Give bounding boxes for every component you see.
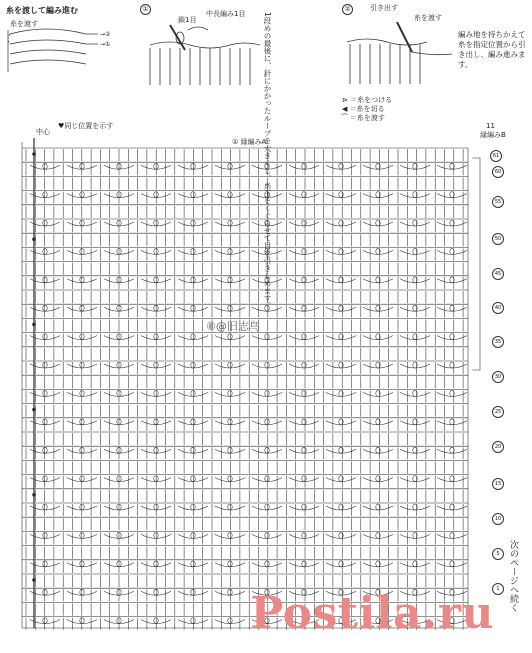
arch-stitch xyxy=(178,307,208,311)
center-label: 中心 xyxy=(36,128,50,136)
arch-stitch xyxy=(215,307,245,311)
bobble-stitch xyxy=(302,305,306,311)
arch-stitch xyxy=(178,506,208,510)
bobble-stitch xyxy=(191,447,195,453)
row-number-badge: 5 xyxy=(492,548,504,560)
bobble-stitch xyxy=(265,447,269,453)
bobble-stitch xyxy=(265,561,269,567)
bobble-stitch xyxy=(265,532,269,538)
arch-stitch xyxy=(400,307,430,311)
bobble-stitch xyxy=(265,334,269,340)
arch-stitch xyxy=(178,449,208,453)
bobble-stitch xyxy=(228,163,232,169)
bobble-stitch xyxy=(43,305,47,311)
bobble-stitch xyxy=(228,476,232,482)
bobble-stitch xyxy=(43,390,47,396)
bobble-stitch xyxy=(43,532,47,538)
bobble-stitch xyxy=(191,192,195,198)
bobble-stitch xyxy=(339,419,343,425)
bobble-stitch xyxy=(191,561,195,567)
step1-chain-label: 中長編み1目 xyxy=(206,10,246,18)
arch-stitch xyxy=(437,478,467,482)
arch-stitch xyxy=(215,222,245,226)
bobble-stitch xyxy=(302,362,306,368)
bobble-stitch xyxy=(43,447,47,453)
edging-a-label: ① 縁編みA xyxy=(232,138,267,146)
continue-note: 次のページへ続く xyxy=(508,540,518,612)
center-dot xyxy=(32,578,36,582)
arch-stitch xyxy=(437,421,467,425)
arch-stitch xyxy=(400,336,430,340)
bobble-stitch xyxy=(191,334,195,340)
row-number-badge: 45 xyxy=(492,268,504,280)
site-watermark: Postila.ru xyxy=(250,588,494,639)
arch-stitch xyxy=(400,506,430,510)
row-number-badge: 30 xyxy=(492,371,504,383)
svg-text:→②: →② xyxy=(100,31,111,38)
bobble-stitch xyxy=(302,561,306,567)
arch-stitch xyxy=(437,563,467,567)
step2-number: ② xyxy=(342,4,353,15)
bobble-stitch xyxy=(339,277,343,283)
arch-stitch xyxy=(215,194,245,198)
arch-stitch xyxy=(215,392,245,396)
arch-stitch xyxy=(252,336,282,340)
arch-stitch xyxy=(400,392,430,396)
arch-stitch xyxy=(437,336,467,340)
arch-stitch xyxy=(400,534,430,538)
bobble-stitch xyxy=(43,192,47,198)
arch-stitch xyxy=(252,506,282,510)
bobble-stitch xyxy=(339,476,343,482)
bobble-stitch xyxy=(43,504,47,510)
bobble-stitch xyxy=(302,390,306,396)
row-number-badge: 35 xyxy=(492,336,504,348)
bobble-stitch xyxy=(265,277,269,283)
center-dot xyxy=(32,152,36,156)
bobble-stitch xyxy=(302,476,306,482)
arch-stitch xyxy=(252,194,282,198)
bobble-stitch xyxy=(43,618,47,624)
bobble-stitch xyxy=(43,589,47,595)
legend-cut: ◀ ＝糸を切る xyxy=(342,105,385,113)
arch-stitch xyxy=(437,449,467,453)
bobble-stitch xyxy=(228,362,232,368)
arch-stitch xyxy=(252,449,282,453)
arch-stitch xyxy=(215,250,245,254)
bobble-stitch xyxy=(191,277,195,283)
arch-stitch xyxy=(252,165,282,169)
row-number-badge: 60 xyxy=(492,166,504,178)
center-dot xyxy=(32,408,36,412)
arch-stitch xyxy=(437,222,467,226)
bobble-stitch xyxy=(339,447,343,453)
bobble-stitch xyxy=(191,476,195,482)
bobble-stitch xyxy=(228,277,232,283)
arch-stitch xyxy=(178,591,208,595)
bobble-stitch xyxy=(265,390,269,396)
bobble-stitch xyxy=(302,447,306,453)
arch-stitch xyxy=(215,591,245,595)
center-dot xyxy=(32,237,36,241)
row-number-badge: 1 xyxy=(492,583,504,595)
arch-stitch xyxy=(252,307,282,311)
bobble-stitch xyxy=(191,532,195,538)
arch-stitch xyxy=(215,336,245,340)
bobble-stitch xyxy=(228,334,232,340)
bobble-stitch xyxy=(191,504,195,510)
row-number-badge: 25 xyxy=(492,406,504,418)
bobble-stitch xyxy=(302,504,306,510)
arch-stitch xyxy=(437,279,467,283)
arch-stitch xyxy=(400,279,430,283)
arch-stitch xyxy=(178,563,208,567)
edging-b-bracket xyxy=(472,158,480,370)
arch-stitch xyxy=(252,279,282,283)
arch-stitch xyxy=(215,421,245,425)
arch-stitch xyxy=(437,534,467,538)
bobble-stitch xyxy=(302,220,306,226)
arch-stitch xyxy=(400,449,430,453)
bobble-stitch xyxy=(265,220,269,226)
arch-stitch xyxy=(437,506,467,510)
bobble-stitch xyxy=(228,220,232,226)
bobble-stitch xyxy=(43,419,47,425)
arch-stitch xyxy=(437,364,467,368)
legend-attach: ⊳ ＝糸をつける xyxy=(342,96,393,104)
arch-stitch xyxy=(437,165,467,169)
bobble-stitch xyxy=(302,532,306,538)
arch-stitch xyxy=(178,392,208,396)
bobble-stitch xyxy=(228,504,232,510)
bobble-stitch xyxy=(191,618,195,624)
arch-stitch xyxy=(400,421,430,425)
step2-pull-label: 引き出す xyxy=(370,4,398,12)
arch-stitch xyxy=(252,392,282,396)
arch-stitch xyxy=(178,165,208,169)
arch-stitch xyxy=(215,478,245,482)
arch-stitch xyxy=(252,250,282,254)
bobble-stitch xyxy=(191,305,195,311)
row-number-badge: 10 xyxy=(492,513,504,525)
arch-stitch xyxy=(215,279,245,283)
arch-stitch xyxy=(178,194,208,198)
step2-text: 編み地を持ちかえて糸を指定位置から引き出し、編み進みます。 xyxy=(458,30,526,69)
bobble-stitch xyxy=(191,589,195,595)
center-dot xyxy=(32,493,36,497)
bobble-stitch xyxy=(339,248,343,254)
bobble-stitch xyxy=(43,248,47,254)
bobble-stitch xyxy=(228,248,232,254)
arch-stitch xyxy=(400,563,430,567)
arch-stitch xyxy=(178,279,208,283)
bobble-stitch xyxy=(228,561,232,567)
bobble-stitch xyxy=(228,305,232,311)
bobble-stitch xyxy=(228,447,232,453)
step1-text: 1段めの最後に、針にかかったループを大きくし、糸玉をくぐらせて目を引きしめます。 xyxy=(263,12,272,310)
bobble-stitch xyxy=(265,163,269,169)
row-number-badge: 20 xyxy=(492,441,504,453)
bobble-stitch xyxy=(302,419,306,425)
bobble-stitch xyxy=(265,192,269,198)
bobble-stitch xyxy=(191,419,195,425)
arch-stitch xyxy=(178,478,208,482)
arch-stitch xyxy=(252,222,282,226)
bobble-stitch xyxy=(228,618,232,624)
bobble-stitch xyxy=(302,248,306,254)
bobble-stitch xyxy=(339,305,343,311)
step1-number: ① xyxy=(140,4,151,15)
section-title: 糸を渡して編み進む xyxy=(6,6,78,15)
arch-stitch xyxy=(400,194,430,198)
step2-pass-label: 糸を渡す xyxy=(414,14,442,22)
bobble-stitch xyxy=(228,192,232,198)
bobble-stitch xyxy=(302,192,306,198)
bobble-stitch xyxy=(302,163,306,169)
legend-pass: ⁀ ＝糸を渡す xyxy=(342,114,385,122)
arch-stitch xyxy=(437,307,467,311)
bobble-stitch xyxy=(339,362,343,368)
arch-stitch xyxy=(178,250,208,254)
arch-stitch xyxy=(178,336,208,340)
arch-stitch xyxy=(400,250,430,254)
arch-stitch xyxy=(400,222,430,226)
bobble-stitch xyxy=(228,532,232,538)
bobble-stitch xyxy=(191,390,195,396)
arch-stitch xyxy=(252,534,282,538)
arch-stitch xyxy=(215,506,245,510)
bobble-stitch xyxy=(43,220,47,226)
row-number-badge: 50 xyxy=(492,233,504,245)
bobble-stitch xyxy=(43,476,47,482)
row-number-badge: 40 xyxy=(492,302,504,314)
step1-side-label: 鎖1目 xyxy=(178,16,197,24)
svg-text:→①: →① xyxy=(100,41,111,48)
arch-stitch xyxy=(215,364,245,368)
bobble-stitch xyxy=(265,476,269,482)
arch-stitch xyxy=(178,222,208,226)
bobble-stitch xyxy=(43,277,47,283)
bobble-stitch xyxy=(228,390,232,396)
bobble-stitch xyxy=(339,220,343,226)
bobble-stitch xyxy=(43,334,47,340)
arch-stitch xyxy=(215,563,245,567)
bobble-stitch xyxy=(339,561,343,567)
arch-stitch xyxy=(252,364,282,368)
blog-watermark: ⑧@旧志鸟 xyxy=(206,320,260,333)
arch-stitch xyxy=(400,478,430,482)
row-number-badge: 61 xyxy=(490,150,502,162)
center-dot xyxy=(32,323,36,327)
row-number-badge: 55 xyxy=(492,196,504,208)
bobble-stitch xyxy=(302,334,306,340)
bobble-stitch xyxy=(339,532,343,538)
bobble-stitch xyxy=(228,589,232,595)
bobble-stitch xyxy=(302,277,306,283)
bobble-stitch xyxy=(265,248,269,254)
bobble-stitch xyxy=(265,504,269,510)
bobble-stitch xyxy=(265,362,269,368)
bobble-stitch xyxy=(339,504,343,510)
arch-stitch xyxy=(215,165,245,169)
edging-b-label: 縁編みB xyxy=(480,131,506,139)
bobble-stitch xyxy=(43,362,47,368)
arch-stitch xyxy=(252,421,282,425)
same-position-note: ♥同じ位置を示す xyxy=(58,122,114,130)
arch-stitch xyxy=(252,563,282,567)
bobble-stitch xyxy=(191,220,195,226)
arch-stitch xyxy=(400,364,430,368)
bobble-stitch xyxy=(339,163,343,169)
bobble-stitch xyxy=(265,305,269,311)
bobble-stitch xyxy=(339,390,343,396)
arch-stitch xyxy=(215,449,245,453)
mini-label: 糸を渡す xyxy=(10,20,38,28)
bobble-stitch xyxy=(43,163,47,169)
arch-stitch xyxy=(437,392,467,396)
arch-stitch xyxy=(178,364,208,368)
arch-stitch xyxy=(437,250,467,254)
arch-stitch xyxy=(252,478,282,482)
bobble-stitch xyxy=(191,362,195,368)
row-number-badge: 15 xyxy=(492,478,504,490)
bobble-stitch xyxy=(191,163,195,169)
edging-b-number: 11 xyxy=(486,122,495,130)
arch-stitch xyxy=(178,534,208,538)
arch-stitch xyxy=(400,165,430,169)
arch-stitch xyxy=(215,620,245,624)
arch-stitch xyxy=(437,194,467,198)
arch-stitch xyxy=(178,620,208,624)
arch-stitch xyxy=(215,534,245,538)
arch-stitch xyxy=(178,421,208,425)
bobble-stitch xyxy=(228,419,232,425)
bobble-stitch xyxy=(339,192,343,198)
bobble-stitch xyxy=(339,334,343,340)
bobble-stitch xyxy=(43,561,47,567)
bobble-stitch xyxy=(265,419,269,425)
bobble-stitch xyxy=(191,248,195,254)
